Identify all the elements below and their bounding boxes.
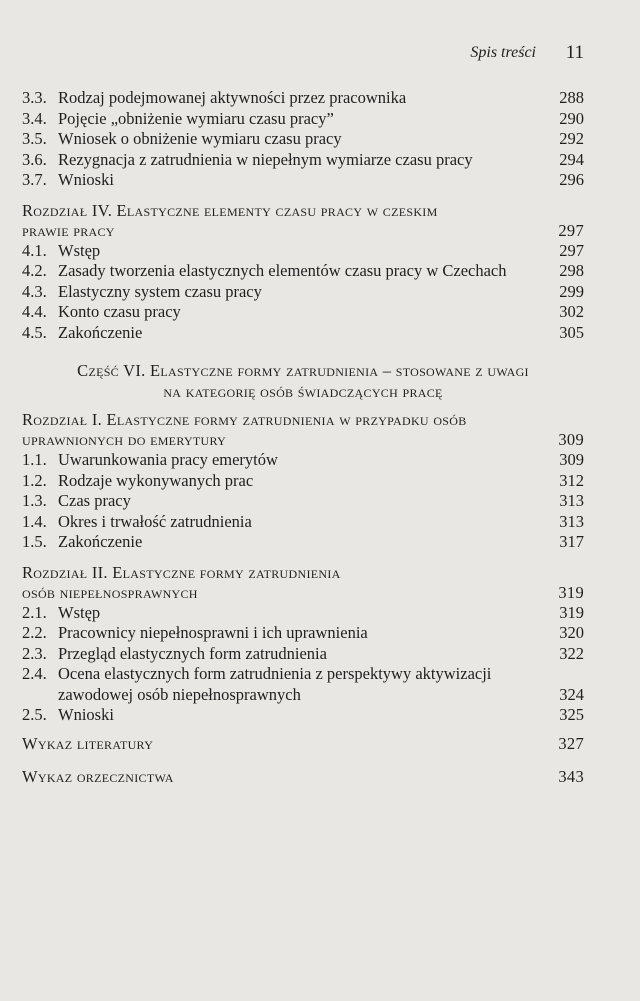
part-vi-title-line1: Część VI. Elastyczne formy zatrudnienia – stosowane z uwagi bbox=[77, 361, 529, 380]
chapter-iv-title-line2: prawie pracy bbox=[22, 220, 115, 240]
entry-number: 4.3. bbox=[22, 281, 47, 301]
toc-entry bbox=[22, 170, 584, 191]
case-law-entry bbox=[22, 767, 584, 787]
toc-entry bbox=[22, 644, 584, 665]
entry-title: Zasady tworzenia elastycznych elementów czasu pracy w Czechach bbox=[58, 261, 507, 280]
entry-title: Uwarunkowania pracy emerytów bbox=[58, 450, 278, 469]
chapter-ii-heading bbox=[22, 563, 584, 603]
entry-page: 317 bbox=[559, 532, 584, 551]
entry-page: 309 bbox=[559, 450, 584, 469]
entry-title: Czas pracy bbox=[58, 491, 131, 510]
entry-title-continued: zawodowej osób niepełnosprawnych bbox=[58, 684, 301, 704]
entry-page: 313 bbox=[559, 511, 584, 531]
entry-title: Rodzaje wykonywanych prac bbox=[58, 470, 254, 490]
chapter-ii-items bbox=[22, 603, 584, 665]
chapter-i-items bbox=[22, 450, 584, 553]
entry-page: 313 bbox=[559, 491, 584, 510]
entry-page: 298 bbox=[559, 261, 584, 280]
entry-number: 3.4. bbox=[22, 108, 47, 128]
toc-entry bbox=[22, 512, 584, 533]
entry-number: 1.5. bbox=[22, 532, 47, 551]
page-number: 11 bbox=[565, 42, 584, 63]
chapter-ii-title-line2: osób niepełnosprawnych bbox=[22, 582, 198, 602]
entry-title: Wnioski bbox=[58, 705, 114, 724]
entry-number: 3.6. bbox=[22, 149, 47, 169]
toc-entry-2-4-line2 bbox=[22, 685, 584, 706]
entry-title: Wstęp bbox=[58, 602, 101, 622]
bibliography-entry bbox=[22, 734, 584, 754]
entry-page: 325 bbox=[559, 705, 584, 724]
entry-number: 2.1. bbox=[22, 602, 47, 622]
toc-entry bbox=[22, 150, 584, 171]
chapter-iv-title-line1: Rozdział IV. Elastyczne elementy czasu pracy w czeskim bbox=[22, 200, 438, 220]
entry-title: Pracownicy niepełnosprawni i ich uprawnienia bbox=[58, 623, 368, 642]
entry-number: 1.2. bbox=[22, 470, 47, 490]
entry-page: 322 bbox=[559, 643, 584, 663]
chapter-ii-title-line2-row bbox=[22, 583, 584, 603]
entry-title: Zakończenie bbox=[58, 322, 143, 342]
chapter-iv-title-line2-row bbox=[22, 221, 584, 241]
toc-entry bbox=[22, 129, 584, 150]
chapter-i-page: 309 bbox=[558, 430, 584, 449]
toc-entry bbox=[22, 323, 584, 344]
entry-title: Wstęp bbox=[58, 240, 101, 260]
entry-page: 302 bbox=[559, 302, 584, 321]
toc-entry bbox=[22, 241, 584, 262]
entry-title: Pojęcie „obniżenie wymiaru czasu pracy” bbox=[58, 108, 334, 128]
chapter-iv-items bbox=[22, 241, 584, 344]
case-law-page: 343 bbox=[558, 766, 584, 786]
entry-title: Konto czasu pracy bbox=[58, 302, 181, 321]
entry-page: 312 bbox=[559, 470, 584, 490]
entry-number: 1.4. bbox=[22, 511, 47, 531]
toc-entry bbox=[22, 261, 584, 282]
entry-number: 4.5. bbox=[22, 322, 47, 342]
bibliography-page: 327 bbox=[558, 733, 584, 753]
entry-page: 296 bbox=[559, 170, 584, 189]
entry-page: 292 bbox=[559, 129, 584, 148]
bibliography-title: Wykaz literatury bbox=[22, 733, 154, 753]
entry-number: 3.5. bbox=[22, 129, 47, 148]
chapter-ii-title-line1: Rozdział II. Elastyczne formy zatrudnienia bbox=[22, 562, 341, 582]
chapter-ii-page: 319 bbox=[558, 582, 584, 602]
section-list-3 bbox=[22, 88, 584, 191]
toc-entry bbox=[22, 532, 584, 553]
entry-page: 305 bbox=[559, 322, 584, 342]
chapter-i-title-line1: Rozdział I. Elastyczne formy zatrudnienia w przypadku osób bbox=[22, 410, 467, 429]
toc-entry bbox=[22, 450, 584, 471]
entry-number: 2.5. bbox=[22, 705, 47, 724]
toc-entry bbox=[22, 302, 584, 323]
entry-page: 297 bbox=[559, 240, 584, 260]
entry-number: 2.2. bbox=[22, 623, 47, 642]
entry-title: Elastyczny system czasu pracy bbox=[58, 281, 262, 301]
chapter-i-title-line2: uprawnionych do emerytury bbox=[22, 430, 227, 449]
entry-title: Rodzaj podejmowanej aktywności przez pracownika bbox=[58, 88, 407, 107]
toc-entry-2-5 bbox=[22, 705, 584, 726]
toc-entry bbox=[22, 603, 584, 624]
entry-number: 4.1. bbox=[22, 240, 47, 260]
entry-number: 3.7. bbox=[22, 170, 47, 189]
entry-number: 4.4. bbox=[22, 302, 47, 321]
entry-page: 288 bbox=[559, 88, 584, 107]
chapter-i-heading bbox=[22, 410, 584, 450]
part-vi-heading bbox=[22, 361, 584, 402]
entry-title: Ocena elastycznych form zatrudnienia z perspektywy aktywizacji bbox=[58, 664, 492, 683]
entry-title: Zakończenie bbox=[58, 532, 143, 551]
entry-title: Wnioski bbox=[58, 170, 114, 189]
entry-number: 1.3. bbox=[22, 491, 47, 510]
entry-number: 2.4. bbox=[22, 664, 47, 683]
chapter-i-title-line2-row bbox=[22, 430, 584, 450]
case-law-title: Wykaz orzecznictwa bbox=[22, 766, 174, 786]
entry-title: Wniosek o obniżenie wymiaru czasu pracy bbox=[58, 129, 342, 148]
entry-page: 320 bbox=[559, 623, 584, 642]
toc-entry-2-4-line1 bbox=[22, 664, 584, 685]
entry-title: Okres i trwałość zatrudnienia bbox=[58, 511, 252, 531]
entry-number: 3.3. bbox=[22, 88, 47, 107]
entry-page: 319 bbox=[559, 602, 584, 622]
toc-entry bbox=[22, 491, 584, 512]
entry-page: 290 bbox=[559, 108, 584, 128]
entry-page: 294 bbox=[559, 149, 584, 169]
entry-number: 4.2. bbox=[22, 261, 47, 280]
entry-number: 2.3. bbox=[22, 643, 47, 663]
entry-title: Przegląd elastycznych form zatrudnienia bbox=[58, 643, 327, 663]
chapter-iv-heading bbox=[22, 201, 584, 241]
entry-page: 299 bbox=[559, 281, 584, 301]
running-head-title: Spis treści bbox=[470, 44, 536, 61]
table-of-contents bbox=[22, 88, 584, 787]
entry-number: 1.1. bbox=[22, 450, 47, 469]
part-vi-title-line2: na kategorię osób świadczących pracę bbox=[163, 381, 443, 401]
entry-title: Rezygnacja z zatrudnienia w niepełnym wymiarze czasu pracy bbox=[58, 149, 473, 169]
toc-entry bbox=[22, 109, 584, 130]
toc-entry bbox=[22, 471, 584, 492]
toc-entry bbox=[22, 88, 584, 109]
chapter-iv-page: 297 bbox=[558, 220, 584, 240]
entry-page: 324 bbox=[559, 684, 584, 704]
toc-entry bbox=[22, 282, 584, 303]
running-head bbox=[0, 44, 640, 66]
toc-entry bbox=[22, 623, 584, 644]
